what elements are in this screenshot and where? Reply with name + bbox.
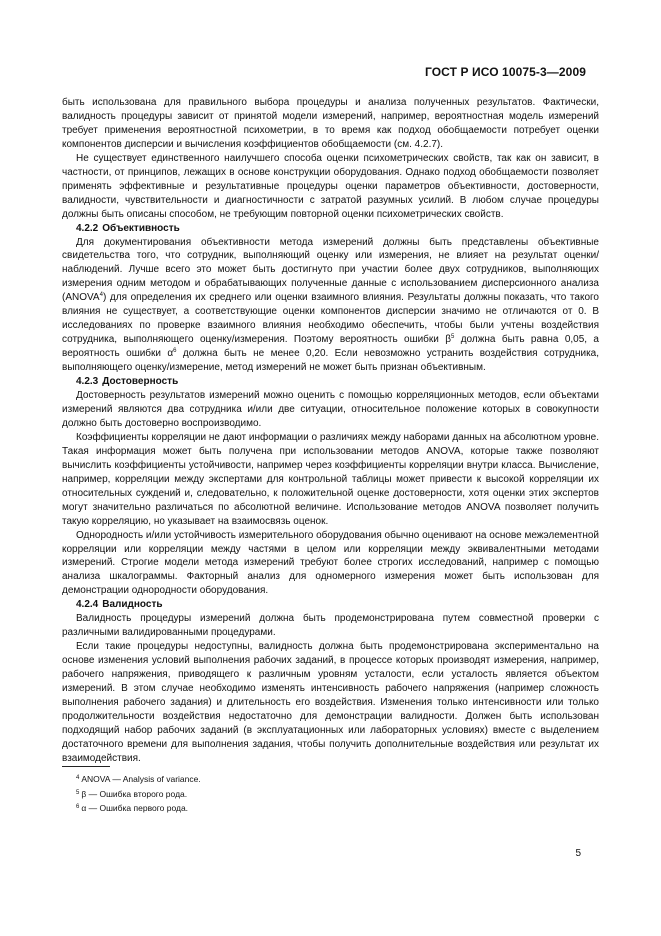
paragraph: Если такие процедуры недоступны, валидность должна быть продемонстрирована экспериментально на основе изменения условий выполнения рабочих заданий, в процессе которых производят измерения, например, рабочего напряжения, приводящего к различным уровням усталости, если усталость является объектом измерений. В этом случае необходимо изменять интенсивность рабочего напряжения (например сложность выполнения рабочего задания) и длительность его воздействия. Изменения только интенсивности или только продолжительности воздействия недостаточно для демонстрации валидности. Должен быть использован подходящий набор рабочих заданий (в эксплуатационных или лабораторных условиях) вместе с выделением достаточного времени для выполнения задания, чтобы получить дополнительные воздействия или результат их взаимодействия.	[62, 641, 599, 764]
section-heading-4-2-3	[62, 375, 599, 389]
footnote	[76, 801, 556, 816]
paragraph: Достоверность результатов измерений можно оценить с помощью корреляционных методов, если объектами измерений являются два сотрудника и/или две ситуации, относительное положение которых в совокупности должно быть достоверно воспроизводимо.	[62, 390, 599, 429]
footnotes	[76, 772, 556, 816]
footnote	[76, 787, 556, 802]
paragraph: Валидность процедуры измерений должна быть продемонстрирована путем совместной проверки с различными валидированными процедурами.	[62, 613, 599, 639]
section-heading-4-2-2	[62, 222, 599, 236]
paragraph: быть использована для правильного выбора процедуры и анализа полученных результатов. Фактически, валидность процедуры зависит от принятой модели измерений, например, вероятностная модель измерений требует применения вероятностной психометрии, в то время как подход обобщаемости потребует оценки компонентов дисперсии и вычисления коэффициентов обобщаемости (см. 4.2.7).	[62, 97, 599, 150]
document-body	[62, 96, 599, 766]
footnote-text: β — Ошибка второго рода.	[81, 788, 188, 799]
paragraph-text: Для документирования объективности метода измерений должны быть представлены объективные свидетельства того, что сотрудник, выполняющий оценку или измерения, не влияет на результат оценки/наблюдений. Лучше всего это может быть достигнуто при участии более двух сотрудников, выполняющих измерения одним методом и обрабатывающих полученные данные с использованием дисперсионного анализа (ANOVA	[62, 236, 599, 304]
standard-code-header: ГОСТ Р ИСО 10075-3—2009	[424, 65, 586, 79]
section-title: Валидность	[102, 599, 163, 611]
paragraph: Не существует единственного наилучшего способа оценки психометрических свойств, так как он зависит, в частности, от принципов, лежащих в основе конструкции оборудования. Однако подход обобщаемости позволяет применять эффективные и результативные процедуры оценки параметров объективности, достоверности, валидности, чувствительности и диагностичности с затратой разумных усилий. В любом случае процедуры должны быть описаны способом, не требующим повторной оценки психометрических свойств.	[62, 152, 599, 220]
section-title: Достоверность	[102, 376, 179, 388]
footnote-mark: 4	[76, 775, 80, 781]
section-number: 4.2.3	[76, 376, 99, 388]
section-heading-4-2-4	[62, 598, 599, 612]
paragraph-text: должна быть не менее 0,20. Если невозможно устранить воздействия сотрудника, выполняющего оценку/измерение, метод измерений не может быть признан объективным.	[62, 348, 599, 374]
footnote-mark: 5	[76, 789, 80, 796]
section-number: 4.2.2	[76, 222, 99, 234]
footnote-divider	[62, 766, 110, 767]
footnote-text: ANOVA — Analysis of variance.	[81, 774, 201, 784]
paragraph: Однородность и/или устойчивость измерительного оборудования обычно оценивают на основе межэлементной корреляции или корреляции между частями в целом или корреляции между эквивалентными методами измерений. Строгие модели метода измерений требуют более строгих исследований, например с помощью анализа шкалограммы. Факторный анализ для одномерного измерения может быть использован для демонстрации однородности оборудования.	[62, 529, 599, 597]
paragraph	[62, 236, 599, 376]
footnote	[76, 772, 556, 787]
footnote-mark: 6	[76, 804, 80, 810]
page-number: 5	[575, 848, 581, 859]
footnote-text: α — Ошибка первого рода.	[81, 803, 189, 813]
section-title: Объективность	[102, 222, 180, 234]
section-number: 4.2.4	[76, 599, 99, 611]
footnote-ref: 5	[451, 334, 455, 341]
paragraph-text: должна быть равна 0,05, а вероятность ошибки α	[62, 334, 599, 360]
paragraph-text: ) для определения их среднего или оценки взаимного влияния. Результаты должны показать, что такого влияния не существует, а соответствующие оценки компонентов дисперсии значимо не отличаются от 0. В исследованиях по проверке взаимного влияния необходимо обеспечить, чтобы были учтены воздействия сотрудника, выполняющего оценку/измерения. Поэтому вероятность ошибки β	[62, 292, 599, 346]
paragraph: Коэффициенты корреляции не дают информации о различиях между наборами данных на абсолютном уровне. Такая информация может быть получена при использовании методов ANOVA, которые также позволяют вычислить коэффициенты устойчивости, например через коэффициенты корреляции внутри класса. Вычисление, например, корреляции между экспертами для контрольной таблицы может привести к высокой корреляции их относительных суждений и, следовательно, к положительной оценке достоверности, хотя оценки этих экспертов могут значительно различаться по абсолютной величине. Использование методов ANOVA позволяет получить такую корреляцию, но указывает на взаимосвязь оценок.	[62, 431, 599, 527]
footnote-ref: 6	[173, 348, 177, 355]
footnote-ref: 4	[99, 292, 103, 299]
